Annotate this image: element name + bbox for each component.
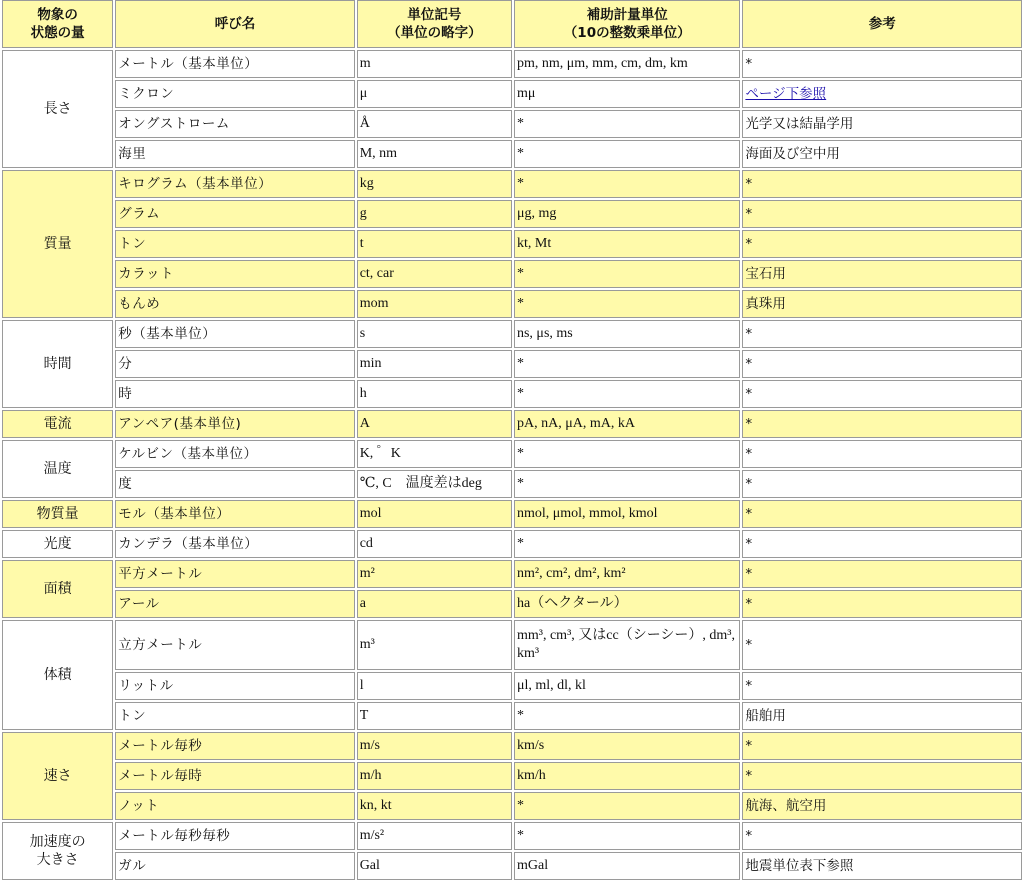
unit-note: * (742, 762, 1022, 790)
unit-symbol: a (357, 590, 512, 618)
unit-aux: ns, μs, ms (514, 320, 740, 348)
table-row (2, 350, 1022, 378)
header-note: 参考 (742, 0, 1022, 48)
table-row (2, 822, 1022, 850)
unit-symbol: g (357, 200, 512, 228)
unit-note: * (742, 530, 1022, 558)
unit-aux: * (514, 380, 740, 408)
group-volume: 体積 (2, 620, 113, 730)
unit-note: * (742, 410, 1022, 438)
unit-symbol: kn, kt (357, 792, 512, 820)
table-row (2, 762, 1022, 790)
table-row (2, 260, 1022, 288)
table-row (2, 530, 1022, 558)
unit-aux: * (514, 290, 740, 318)
unit-symbol: m/h (357, 762, 512, 790)
unit-note: * (742, 200, 1022, 228)
unit-symbol: Gal (357, 852, 512, 880)
table-row (2, 140, 1022, 168)
unit-name: 度 (115, 470, 354, 498)
unit-aux: * (514, 470, 740, 498)
unit-note: * (742, 170, 1022, 198)
unit-name: グラム (115, 200, 354, 228)
unit-symbol: l (357, 672, 512, 700)
unit-symbol: mol (357, 500, 512, 528)
unit-name: カンデラ（基本単位） (115, 530, 354, 558)
unit-name: モル（基本単位） (115, 500, 354, 528)
unit-aux: km/h (514, 762, 740, 790)
unit-name: ケルビン（基本単位） (115, 440, 354, 468)
unit-aux: * (514, 792, 740, 820)
table-row (2, 702, 1022, 730)
unit-aux: pA, nA, μA, mA, kA (514, 410, 740, 438)
unit-name: ノット (115, 792, 354, 820)
table-row (2, 672, 1022, 700)
unit-symbol: min (357, 350, 512, 378)
unit-aux: mμ (514, 80, 740, 108)
unit-aux: * (514, 702, 740, 730)
unit-name: もんめ (115, 290, 354, 318)
unit-symbol: t (357, 230, 512, 258)
table-row (2, 50, 1022, 78)
unit-aux: ha（ヘクタール） (514, 590, 740, 618)
unit-symbol: cd (357, 530, 512, 558)
unit-aux: μg, mg (514, 200, 740, 228)
table-row (2, 470, 1022, 498)
unit-note: * (742, 620, 1022, 670)
table-row (2, 80, 1022, 108)
unit-aux: * (514, 440, 740, 468)
header-aux: 補助計量単位 （10の整数乗単位） (514, 0, 740, 48)
table-row (2, 290, 1022, 318)
table-row (2, 170, 1022, 198)
unit-name: アンペア(基本単位) (115, 410, 354, 438)
unit-note: * (742, 500, 1022, 528)
unit-symbol: K, ゜K (357, 440, 512, 468)
table-row (2, 440, 1022, 468)
unit-symbol: m/s (357, 732, 512, 760)
unit-symbol: ct, car (357, 260, 512, 288)
unit-aux: km/s (514, 732, 740, 760)
unit-symbol: μ (357, 80, 512, 108)
table-row (2, 560, 1022, 588)
unit-note: * (742, 50, 1022, 78)
unit-symbol: m² (357, 560, 512, 588)
see-below-link[interactable]: ページ下参照 (745, 86, 827, 102)
unit-aux: * (514, 140, 740, 168)
unit-note: 航海、航空用 (742, 792, 1022, 820)
unit-aux: nmol, μmol, mmol, kmol (514, 500, 740, 528)
table-row (2, 852, 1022, 880)
table-row (2, 380, 1022, 408)
unit-note: * (742, 672, 1022, 700)
unit-note: * (742, 470, 1022, 498)
unit-symbol: s (357, 320, 512, 348)
group-length: 長さ (2, 50, 113, 168)
unit-name: トン (115, 702, 354, 730)
header-name: 呼び名 (115, 0, 354, 48)
unit-note: * (742, 822, 1022, 850)
table-row (2, 500, 1022, 528)
unit-symbol: kg (357, 170, 512, 198)
unit-symbol: h (357, 380, 512, 408)
unit-note: 地震単位表下参照 (742, 852, 1022, 880)
unit-name: オングストローム (115, 110, 354, 138)
unit-note: 船舶用 (742, 702, 1022, 730)
header-symbol: 単位記号 （単位の略字） (357, 0, 512, 48)
table-row (2, 200, 1022, 228)
unit-name: メートル毎秒毎秒 (115, 822, 354, 850)
header-row (2, 0, 1022, 48)
table-row (2, 110, 1022, 138)
unit-aux: pm, nm, μm, mm, cm, dm, km (514, 50, 740, 78)
unit-symbol: mom (357, 290, 512, 318)
unit-symbol: ℃, C 温度差はdeg (357, 470, 512, 498)
unit-name: トン (115, 230, 354, 258)
unit-aux: * (514, 110, 740, 138)
unit-symbol: M, nm (357, 140, 512, 168)
group-mass: 質量 (2, 170, 113, 318)
unit-name: 立方メートル (115, 620, 354, 670)
unit-note (742, 80, 1022, 108)
unit-name: ガル (115, 852, 354, 880)
group-temperature: 温度 (2, 440, 113, 498)
unit-symbol: A (357, 410, 512, 438)
header-quantity: 物象の 状態の量 (2, 0, 113, 48)
unit-aux: * (514, 350, 740, 378)
unit-name: メートル毎秒 (115, 732, 354, 760)
unit-symbol: Å (357, 110, 512, 138)
unit-note: * (742, 560, 1022, 588)
table-row (2, 620, 1022, 670)
unit-note: * (742, 590, 1022, 618)
unit-aux: mm³, cm³, 又はcc（シーシー）, dm³, km³ (514, 620, 740, 670)
unit-symbol: m (357, 50, 512, 78)
unit-name: 海里 (115, 140, 354, 168)
unit-name: 平方メートル (115, 560, 354, 588)
unit-note: 真珠用 (742, 290, 1022, 318)
group-luminous: 光度 (2, 530, 113, 558)
unit-symbol: m/s² (357, 822, 512, 850)
group-amount: 物質量 (2, 500, 113, 528)
table-row (2, 732, 1022, 760)
group-acceleration: 加速度の 大きさ (2, 822, 113, 880)
group-area: 面積 (2, 560, 113, 618)
unit-name: 分 (115, 350, 354, 378)
unit-aux: nm², cm², dm², km² (514, 560, 740, 588)
table-row (2, 230, 1022, 258)
unit-note: * (742, 350, 1022, 378)
unit-aux: μl, ml, dl, kl (514, 672, 740, 700)
unit-note: * (742, 440, 1022, 468)
group-current: 電流 (2, 410, 113, 438)
unit-symbol: T (357, 702, 512, 730)
unit-name: ミクロン (115, 80, 354, 108)
unit-name: 秒（基本単位） (115, 320, 354, 348)
unit-aux: * (514, 170, 740, 198)
group-speed: 速さ (2, 732, 113, 820)
unit-name: アール (115, 590, 354, 618)
unit-name: 時 (115, 380, 354, 408)
unit-name: メートル（基本単位） (115, 50, 354, 78)
table-row (2, 590, 1022, 618)
unit-note: * (742, 732, 1022, 760)
unit-aux: mGal (514, 852, 740, 880)
unit-note: * (742, 230, 1022, 258)
unit-name: リットル (115, 672, 354, 700)
table-row (2, 410, 1022, 438)
unit-aux: * (514, 260, 740, 288)
unit-name: メートル毎時 (115, 762, 354, 790)
table-row (2, 792, 1022, 820)
unit-aux: * (514, 822, 740, 850)
unit-note: * (742, 380, 1022, 408)
group-time: 時間 (2, 320, 113, 408)
unit-note: 海面及び空中用 (742, 140, 1022, 168)
unit-note: * (742, 320, 1022, 348)
unit-note: 光学又は結晶学用 (742, 110, 1022, 138)
unit-name: カラット (115, 260, 354, 288)
unit-aux: * (514, 530, 740, 558)
unit-note: 宝石用 (742, 260, 1022, 288)
unit-symbol: m³ (357, 620, 512, 670)
table-row (2, 320, 1022, 348)
unit-aux: kt, Mt (514, 230, 740, 258)
unit-name: キログラム（基本単位） (115, 170, 354, 198)
